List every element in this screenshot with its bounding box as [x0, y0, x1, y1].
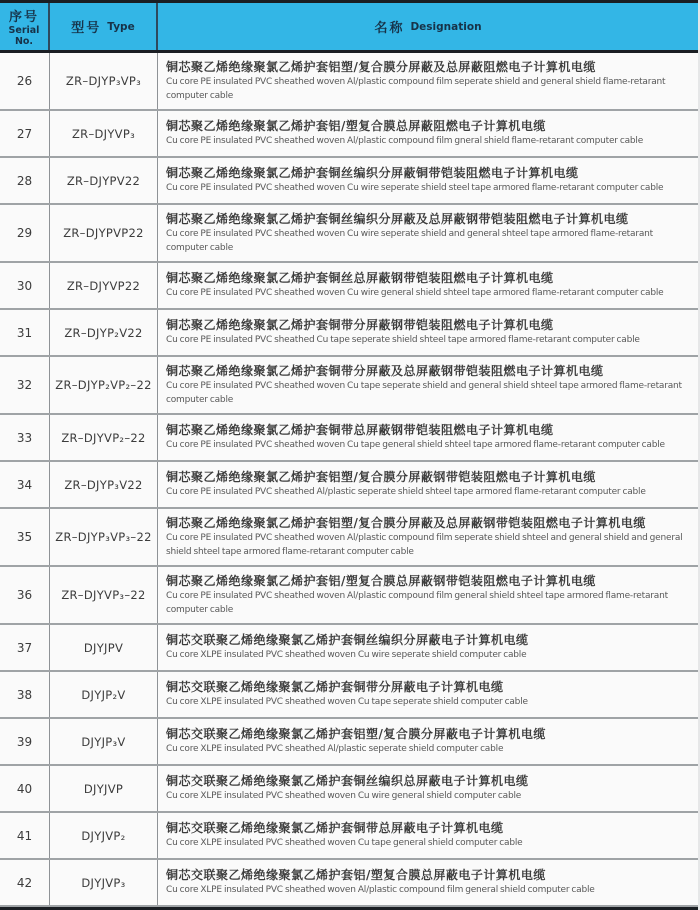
table-row: [0, 310, 698, 357]
serial-cell: 42: [0, 860, 50, 905]
table-body: [0, 53, 698, 907]
table-row: [0, 625, 698, 672]
table-row: [0, 158, 698, 205]
designation-zh: 铜芯交联聚乙烯绝缘聚氯乙烯护套铝塑/复合膜分屏蔽电子计算机电缆: [166, 727, 546, 742]
designation-cell: [158, 813, 698, 858]
designation-en: Cu core PE insulated PVC sheathed woven Cu tape seperate shield and general shield shteel tape armored flame-retarant computer cable: [166, 381, 682, 405]
header-type-column: [50, 3, 158, 50]
designation-cell: [158, 357, 698, 413]
designation-zh: 铜芯聚乙烯绝缘聚氯乙烯护套铝塑/复合膜分屏蔽钢带铠装阻燃电子计算机电缆: [166, 470, 596, 485]
serial-cell: 39: [0, 719, 50, 764]
table-header: [0, 3, 698, 53]
table-row: [0, 567, 698, 625]
designation-en: Cu core XLPE insulated PVC sheathed Al/plastic seperate shield computer cable: [166, 744, 504, 755]
table-row: [0, 719, 698, 766]
designation-en: Cu core PE insulated PVC sheathed Cu tape seperate shield shteel tape armored flame-retarant computer cable: [166, 335, 640, 346]
table-row: [0, 357, 698, 415]
table-row: [0, 263, 698, 310]
serial-cell: 28: [0, 158, 50, 203]
serial-cell: 38: [0, 672, 50, 717]
table-row: [0, 205, 698, 263]
type-cell: DJYJP₃V: [50, 719, 158, 764]
serial-cell: 26: [0, 53, 50, 109]
designation-en: Cu core XLPE insulated PVC sheathed woven Cu tape general shield computer cable: [166, 838, 523, 849]
designation-zh: 铜芯交联聚乙烯绝缘聚氯乙烯护套铜丝编织总屏蔽电子计算机电缆: [166, 774, 529, 789]
designation-zh: 铜芯聚乙烯绝缘聚氯乙烯护套铜带分屏蔽及总屏蔽钢带铠装阻燃电子计算机电缆: [166, 364, 604, 378]
designation-cell: [158, 263, 698, 308]
type-cell: ZR–DJYP₂V22: [50, 310, 158, 355]
designation-en: Cu core PE insulated PVC sheathed woven Cu wire seperate shield and general shteel tape armored flame-retarant computer cable: [166, 229, 653, 253]
designation-en: Cu core PE insulated PVC sheathed woven Cu tape general shield shteel tape armored flame-retarant computer cable: [166, 440, 665, 451]
type-cell: ZR–DJYP₂VP₂–22: [50, 357, 158, 413]
designation-cell: [158, 567, 698, 623]
designation-zh: 铜芯聚乙烯绝缘聚氯乙烯护套铜带总屏蔽钢带铠装阻燃电子计算机电缆: [166, 423, 554, 438]
designation-zh: 铜芯聚乙烯绝缘聚氯乙烯护套铝/塑复合膜总屏蔽钢带铠装阻燃电子计算机电缆: [166, 574, 596, 588]
serial-cell: 30: [0, 263, 50, 308]
header-designation-en: Designation: [410, 20, 482, 33]
designation-cell: [158, 719, 698, 764]
table-row: [0, 53, 698, 111]
designation-cell: [158, 111, 698, 156]
designation-en: Cu core PE insulated PVC sheathed woven Al/plastic compound film gneral shield flame-retarant computer cable: [166, 136, 644, 147]
type-cell: DJYJVP₃: [50, 860, 158, 905]
table-row: [0, 860, 698, 907]
type-cell: ZR–DJYP₃VP₃: [50, 53, 158, 109]
designation-zh: 铜芯交联聚乙烯绝缘聚氯乙烯护套铜带总屏蔽电子计算机电缆: [166, 821, 504, 836]
type-cell: DJYJP₂V: [50, 672, 158, 717]
serial-cell: 36: [0, 567, 50, 623]
header-designation-column: [158, 3, 698, 50]
designation-en: Cu core XLPE insulated PVC sheathed woven Al/plastic compound film general shield computer cable: [166, 885, 595, 896]
designation-zh: 铜芯聚乙烯绝缘聚氯乙烯护套铜带分屏蔽钢带铠装阻燃电子计算机电缆: [166, 318, 554, 333]
type-cell: ZR–DJYPVP22: [50, 205, 158, 261]
type-cell: DJYJPV: [50, 625, 158, 670]
designation-zh: 铜芯聚乙烯绝缘聚氯乙烯护套铜丝编织分屏蔽铜带铠装阻燃电子计算机电缆: [166, 166, 579, 181]
type-cell: ZR–DJYPV22: [50, 158, 158, 203]
designation-zh: 铜芯聚乙烯绝缘聚氯乙烯护套铝塑/复合膜分屏蔽及总屏蔽钢带铠装阻燃电子计算机电缆: [166, 516, 646, 530]
serial-cell: 41: [0, 813, 50, 858]
designation-cell: [158, 509, 698, 565]
designation-en: Cu core PE insulated PVC sheathed woven Cu wire seperate shield steel tape armored flame-retarant computer cable: [166, 183, 664, 194]
designation-cell: [158, 158, 698, 203]
designation-en: Cu core PE insulated PVC sheathed woven Cu wire general shield shteel tape armored flame-retarant computer cable: [166, 288, 664, 299]
serial-cell: 37: [0, 625, 50, 670]
designation-en: Cu core XLPE insulated PVC sheathed woven Cu wire seperate shield computer cable: [166, 650, 527, 661]
serial-cell: 32: [0, 357, 50, 413]
serial-cell: 40: [0, 766, 50, 811]
type-cell: ZR–DJYVP₂–22: [50, 415, 158, 460]
table-row: [0, 415, 698, 462]
table-row: [0, 672, 698, 719]
header-type-en: Type: [107, 20, 135, 33]
designation-cell: [158, 766, 698, 811]
type-cell: DJYJVP: [50, 766, 158, 811]
type-cell: ZR–DJYVP₃: [50, 111, 158, 156]
table-row: [0, 766, 698, 813]
type-cell: ZR–DJYVP22: [50, 263, 158, 308]
table-row: [0, 111, 698, 158]
designation-en: Cu core PE insulated PVC sheathed Al/plastic seperate shield shteel tape armored flame-retarant computer cable: [166, 487, 646, 498]
type-cell: ZR–DJYP₃VP₃–22: [50, 509, 158, 565]
designation-zh: 铜芯聚乙烯绝缘聚氯乙烯护套铝/塑复合膜总屏蔽阻燃电子计算机电缆: [166, 119, 546, 134]
type-cell: DJYJVP₂: [50, 813, 158, 858]
designation-cell: [158, 310, 698, 355]
serial-cell: 35: [0, 509, 50, 565]
table-row: [0, 509, 698, 567]
designation-cell: [158, 53, 698, 109]
designation-cell: [158, 625, 698, 670]
header-serial-en2: No.: [14, 36, 34, 47]
header-designation-zh: 名称: [374, 21, 405, 36]
serial-cell: 34: [0, 462, 50, 507]
serial-cell: 27: [0, 111, 50, 156]
designation-zh: 铜芯聚乙烯绝缘聚氯乙烯护套铜丝编织分屏蔽及总屏蔽钢带铠装阻燃电子计算机电缆: [166, 212, 629, 226]
designation-zh: 铜芯聚乙烯绝缘聚氯乙烯护套铜丝总屏蔽钢带铠装阻燃电子计算机电缆: [166, 271, 554, 286]
designation-en: Cu core PE insulated PVC sheathed woven Al/plastic compound film seperate shield and general shield flame-retarant computer cable: [166, 77, 666, 101]
table-row: [0, 462, 698, 509]
designation-zh: 铜芯交联聚乙烯绝缘聚氯乙烯护套铜丝编织分屏蔽电子计算机电缆: [166, 633, 529, 648]
designation-zh: 铜芯交联聚乙烯绝缘聚氯乙烯护套铝/塑复合膜总屏蔽电子计算机电缆: [166, 868, 546, 883]
type-cell: ZR–DJYP₃V22: [50, 462, 158, 507]
designation-cell: [158, 462, 698, 507]
serial-cell: 31: [0, 310, 50, 355]
header-serial-column: [0, 3, 50, 50]
header-serial-zh: 序号: [8, 10, 39, 25]
type-cell: ZR–DJYVP₃–22: [50, 567, 158, 623]
serial-cell: 29: [0, 205, 50, 261]
designation-cell: [158, 205, 698, 261]
designation-en: Cu core XLPE insulated PVC sheathed woven Cu wire general shield computer cable: [166, 791, 522, 802]
serial-cell: 33: [0, 415, 50, 460]
table-row: [0, 813, 698, 860]
designation-cell: [158, 672, 698, 717]
designation-en: Cu core PE insulated PVC sheathed woven Al/plastic compound film general shield shteel tape armored flame-retarant computer cable: [166, 591, 668, 615]
designation-zh: 铜芯交联聚乙烯绝缘聚氯乙烯护套铜带分屏蔽电子计算机电缆: [166, 680, 504, 695]
header-serial-en1: Serial: [8, 25, 40, 36]
designation-cell: [158, 860, 698, 905]
designation-zh: 铜芯聚乙烯绝缘聚氯乙烯护套铝塑/复合膜分屏蔽及总屏蔽阻燃电子计算机电缆: [166, 60, 596, 74]
designation-en: Cu core XLPE insulated PVC sheathed woven Cu tape seperate shield computer cable: [166, 697, 528, 708]
header-type-zh: 型号: [71, 21, 102, 36]
designation-en: Cu core PE insulated PVC sheathed woven Al/plastic compound film seperate shield shteel and general shield and general shield shteel tape armored flame-retarant computer cable: [166, 533, 683, 557]
designation-cell: [158, 415, 698, 460]
